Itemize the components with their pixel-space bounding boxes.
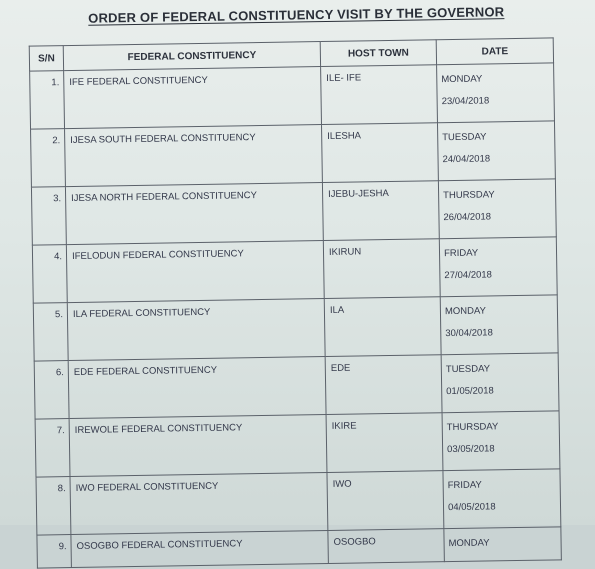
row-constituency: IWO FEDERAL CONSTITUENCY — [70, 473, 328, 535]
row-constituency: IFE FEDERAL CONSTITUENCY — [64, 67, 322, 129]
visit-schedule-table — [29, 37, 562, 568]
row-host-town: EDE — [325, 355, 442, 415]
table-row — [30, 63, 555, 129]
row-date-cell — [437, 63, 555, 123]
row-day: FRIDAY — [443, 247, 479, 260]
row-host-town: IKIRUN — [323, 239, 440, 299]
row-sn: 3. — [31, 187, 66, 246]
row-date: 26/04/2018 — [443, 211, 492, 224]
row-date-cell — [440, 295, 558, 355]
row-host-town: ILA — [324, 297, 441, 357]
row-day: TUESDAY — [445, 363, 491, 376]
table-row — [32, 237, 557, 303]
row-day: MONDAY — [448, 537, 490, 550]
row-date-cell — [441, 353, 559, 413]
row-day: MONDAY — [441, 73, 483, 86]
table-row — [33, 295, 558, 361]
row-date-cell — [442, 411, 560, 471]
row-sn: 4. — [32, 245, 67, 304]
row-sn: 2. — [31, 129, 66, 188]
row-host-town: IJEBU-JESHA — [322, 181, 439, 241]
row-constituency: IJESA SOUTH FEDERAL CONSTITUENCY — [65, 125, 323, 187]
row-date: 23/04/2018 — [441, 95, 490, 108]
table-row — [34, 353, 559, 419]
row-sn: 1. — [30, 71, 65, 130]
row-sn: 7. — [35, 419, 70, 478]
row-constituency: EDE FEDERAL CONSTITUENCY — [68, 357, 326, 419]
row-date: 27/04/2018 — [444, 269, 493, 282]
row-date: 24/04/2018 — [442, 153, 491, 166]
table-row — [31, 179, 556, 245]
row-sn: 6. — [34, 361, 69, 420]
row-sn: 9. — [37, 535, 72, 569]
row-constituency: IREWOLE FEDERAL CONSTITUENCY — [69, 415, 327, 477]
row-date: 30/04/2018 — [445, 327, 493, 340]
row-constituency: OSOGBO FEDERAL CONSTITUENCY — [71, 531, 328, 568]
header-date: DATE — [436, 38, 553, 65]
row-host-town: IWO — [327, 471, 444, 531]
row-date-cell — [443, 469, 561, 529]
row-day: THURSDAY — [443, 189, 495, 202]
table-row — [36, 469, 561, 535]
row-sn: 8. — [36, 477, 71, 536]
header-sn: S/N — [29, 46, 63, 72]
row-constituency: ILA FEDERAL CONSTITUENCY — [67, 299, 325, 361]
document-title: ORDER OF FEDERAL CONSTITUENCY VISIT BY THE GOVERNOR — [88, 4, 505, 26]
row-host-town: ILE- IFE — [321, 65, 438, 125]
row-sn: 5. — [33, 303, 68, 362]
row-day: MONDAY — [444, 305, 487, 318]
row-date: 01/05/2018 — [446, 385, 494, 398]
row-day: THURSDAY — [446, 421, 499, 434]
row-host-town: ILESHA — [321, 123, 438, 183]
row-date-cell — [439, 237, 557, 297]
table-row — [37, 527, 561, 568]
row-date-cell — [438, 179, 556, 239]
header-host-town: HOST TOWN — [320, 40, 436, 67]
row-constituency: IJESA NORTH FEDERAL CONSTITUENCY — [65, 183, 323, 245]
row-constituency: IFELODUN FEDERAL CONSTITUENCY — [66, 241, 324, 303]
row-date: 04/05/2018 — [447, 501, 496, 514]
table-row — [35, 411, 560, 477]
row-date-cell — [444, 527, 562, 562]
row-day: FRIDAY — [447, 479, 482, 492]
row-date-cell — [437, 121, 555, 181]
row-day: TUESDAY — [442, 131, 487, 144]
header-constituency: FEDERAL CONSTITUENCY — [63, 42, 320, 71]
table-row — [31, 121, 556, 187]
row-host-town: OSOGBO — [328, 529, 445, 564]
row-date: 03/05/2018 — [447, 443, 495, 456]
row-host-town: IKIRE — [326, 413, 443, 473]
